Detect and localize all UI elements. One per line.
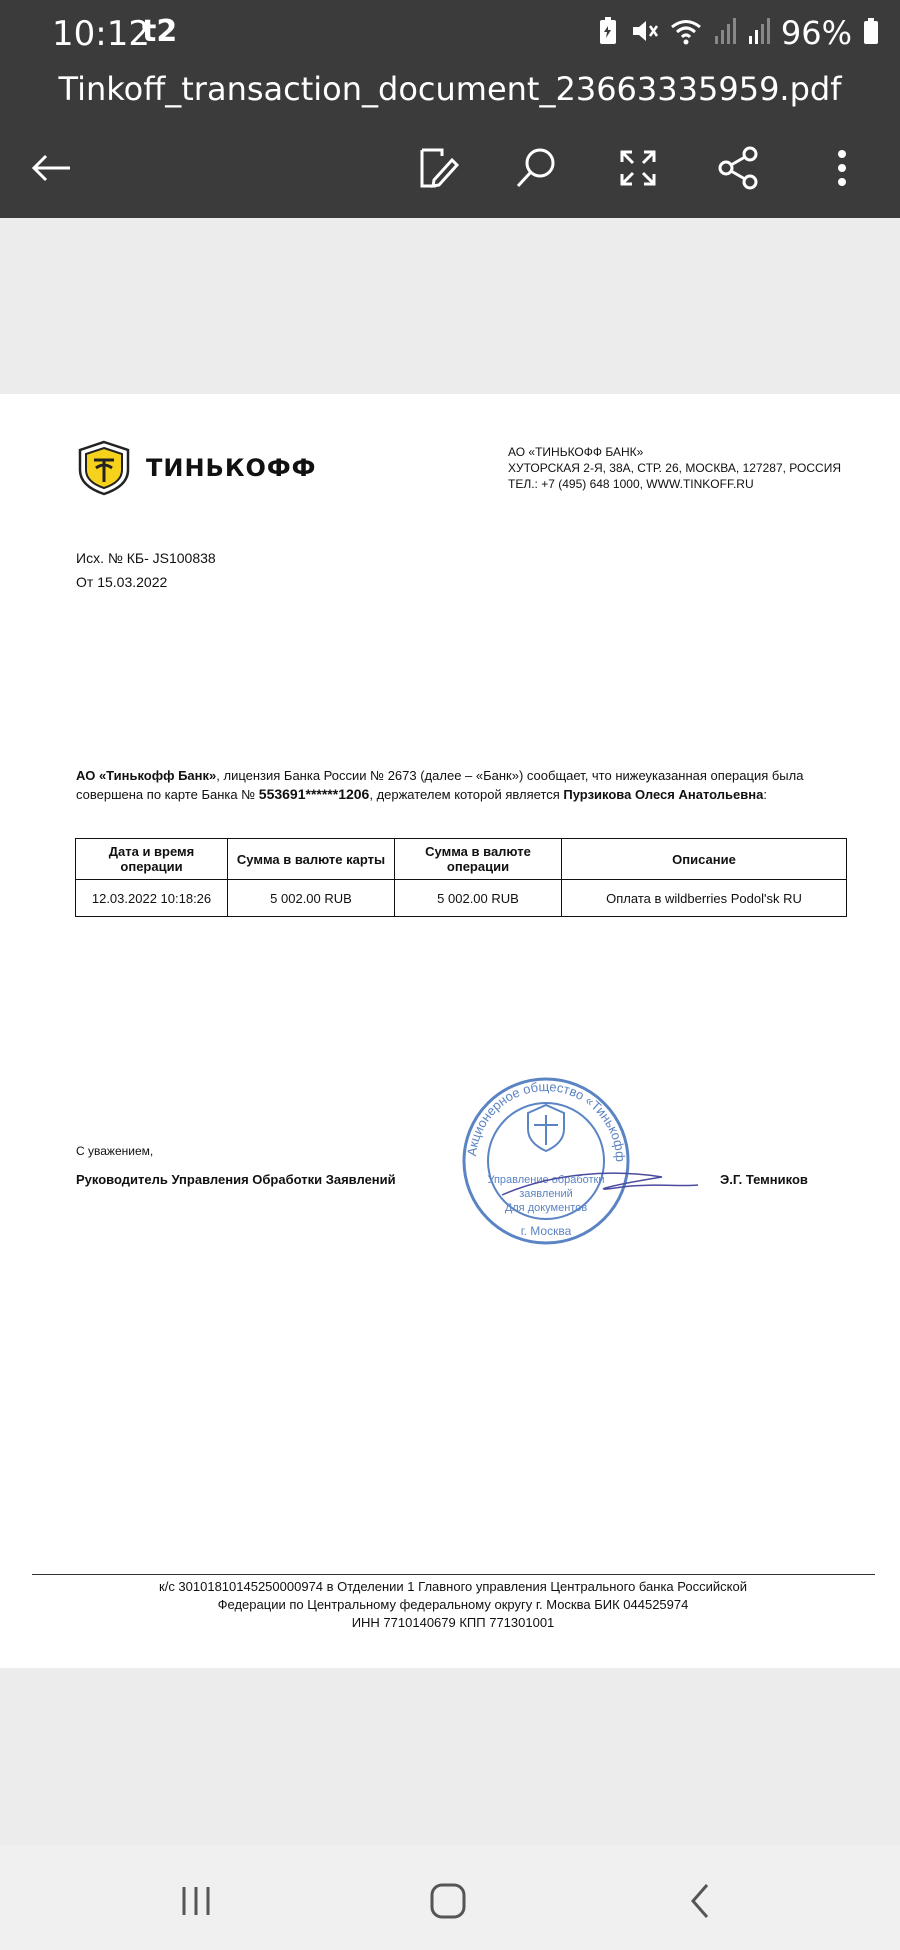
regards-text: С уважением, [76,1144,154,1158]
stamp-outer-text: Акционерное общество «Тинькофф [464,1078,629,1163]
status-bar [0,0,900,70]
bank-address-line: ХУТОРСКАЯ 2-Я, 38А, СТР. 26, МОСКВА, 127287, РОССИЯ [508,461,841,475]
logo-text: ТИНЬКОФФ [146,454,317,482]
recent-apps-icon[interactable] [166,1871,226,1931]
signal-icon-1 [713,16,737,51]
header-op-amount: Сумма в валюте операции [395,839,562,880]
intro-text-1: , лицензия Банка России № 2673 (далее – «Банк») сообщает, что нижеуказанная операция была совершена по карте Банка № [76,768,804,802]
bank-phone-line: ТЕЛ.: +7 (495) 648 1000, WWW.TINKOFF.RU [508,477,754,491]
battery-percent: 96% [780,14,852,52]
edit-icon[interactable] [410,140,466,196]
bank-name-line: АО «ТИНЬКОФФ БАНК» [508,445,644,459]
stamp-middle-2: заявлений [519,1188,573,1200]
file-title: Tinkoff_transaction_document_23663335959.pdf [0,70,900,118]
pdf-page [0,394,900,1668]
bank-stamp [462,1077,702,1262]
intro-text-2: , держателем которой является [369,787,564,802]
signal-icon-2 [747,16,771,51]
table-row [76,880,847,917]
reference-number: Исх. № КБ- JS100838 [76,550,216,566]
footer-block [0,1578,900,1632]
mute-icon [629,16,659,51]
bank-address-block [508,444,841,492]
fullscreen-icon[interactable] [610,140,666,196]
clock: 10:12 [52,14,150,54]
cell-description: Оплата в wildberries Podol'sk RU [562,880,847,917]
card-holder: Пурзикова Олеся Анатольевна [563,787,764,802]
stamp-middle-1: Управление обработки [487,1174,605,1186]
reference-date: От 15.03.2022 [76,574,168,590]
carrier-logo: t2 [142,14,178,49]
battery-icon [862,16,880,51]
transaction-table [75,838,847,917]
header-datetime: Дата и время операции [76,839,228,880]
battery-saver-icon [597,16,619,51]
footer-line-2: Федерации по Центральному федеральному округу г. Москва БИК 044525974 [217,1597,689,1612]
navigation-bar [0,1845,900,1950]
pdf-toolbar [0,118,900,218]
reference-block [76,546,216,594]
card-number: 553691******1206 [258,786,370,802]
cell-datetime: 12.03.2022 10:18:26 [76,880,228,917]
share-icon[interactable] [710,140,766,196]
footer-line-1: к/с 30101810145250000974 в Отделении 1 Главного управления Центрального банка Российской [159,1579,747,1594]
footer-divider [32,1574,875,1575]
search-icon[interactable] [508,140,564,196]
intro-bank-name: АО «Тинькофф Банк» [76,768,217,783]
tinkoff-emblem-icon [74,440,134,496]
more-icon[interactable] [814,140,870,196]
intro-paragraph [76,766,852,804]
cell-op-amount: 5 002.00 RUB [395,880,562,917]
stamp-middle-3: Для документов [504,1202,588,1214]
back-icon[interactable] [670,1871,730,1931]
signer-position: Руководитель Управления Обработки Заявлений [76,1172,396,1187]
home-icon[interactable] [418,1871,478,1931]
wifi-icon [669,16,703,51]
footer-line-3: ИНН 7710140679 КПП 771301001 [351,1615,555,1630]
back-arrow-icon[interactable] [24,140,80,196]
stamp-city: г. Москва [520,1224,572,1238]
cell-card-amount: 5 002.00 RUB [228,880,395,917]
header-description: Описание [562,839,847,880]
intro-text-3: : [763,787,767,802]
tinkoff-logo [74,440,316,496]
signer-name: Э.Г. Темников [720,1172,808,1187]
status-icons [597,14,880,52]
table-header-row [76,839,847,880]
header-card-amount: Сумма в валюте карты [228,839,395,880]
